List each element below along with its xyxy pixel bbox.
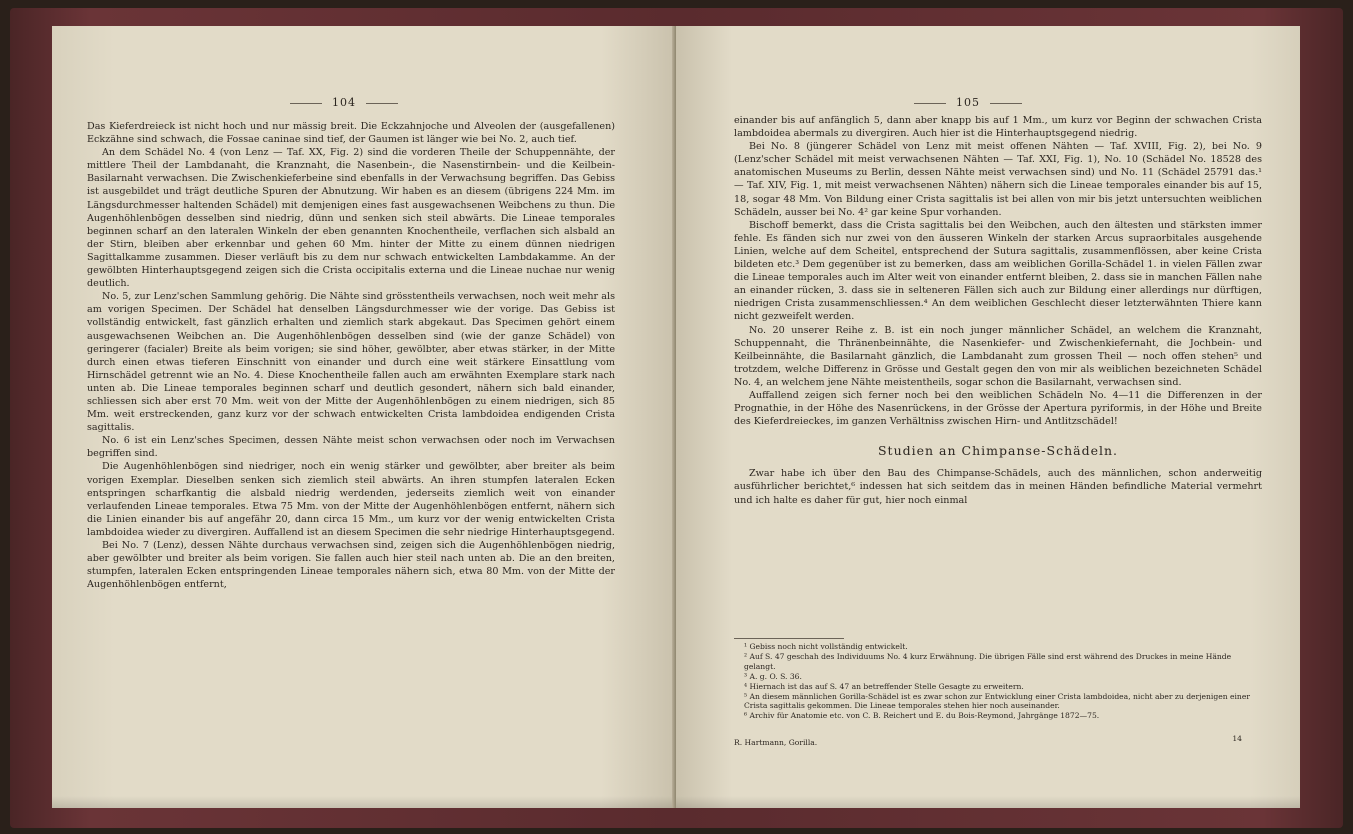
right-page <box>676 26 1300 808</box>
paragraph: Das Kieferdreieck ist nicht hoch und nur mässig breit. Die Eckzahnjoche und Alveolen der (ausgefallenen) Eckzähne sind schwach, die Fossae caninae sind tief, der Gaumen ist länger wie bei No. 2, auch tief. <box>87 121 615 146</box>
right-page-header <box>676 96 1280 109</box>
paragraph: Die Augenhöhlenbögen sind niedriger, noch ein wenig stärker und gewölbter, aber breiter als beim vorigen Exemplar. Dieselben senken sich ziemlich steil abwärts. An ihren stumpfen lateralen Ecken entspringen scharfkantig die alsbald niedrig werdenden, jederseits ziemlich weit von einander verlaufenden Lineae temporales. Etwa 75 Mm. von der Mitte der Augenhöhlenbögen entfernt, nähern sich die Linien einander bis auf angefähr 20, dann circa 15 Mm., um kurz vor der wenig entwickelten Crista lambdoidea wieder zu divergiren. Auffallend ist an diesem Specimen die sehr niedrige Hinterhauptsgegend. <box>87 461 615 538</box>
paragraph: Zwar habe ich über den Bau des Chimpanse-Schädels, auch des männlichen, schon anderweitig ausführlicher berichtet,⁶ indessen hat sich seitdem das in meinen Händen befindliche Material vermehrt und ich halte es daher für gut, hier noch einmal <box>734 468 1262 506</box>
signature: R. Hartmann, Gorilla. <box>734 738 818 747</box>
paragraph: Bischoff bemerkt, dass die Crista sagittalis bei den Weibchen, auch den ältesten und stärksten immer fehle. Es fänden sich nur zwei von den äusseren Winkeln der starken Arcus supraorbitales ausgehende Linien, welche auf dem Scheitel, entsprechend der Sutura sagittalis, zusammenflössen, aber keine Crista bildeten etc.³ Dem gegenüber ist zu bemerken, dass am weiblichen Gorilla-Schädel 1. in vielen Fällen zwar die Lineae temporales auch im Alter weit von einander entfernt bleiben, 2. dass sie in manchen Fällen nahe an einander rücken, 3. dass sie in selteneren Fällen sich auch zur Bildung einer allerdings nur dürftigen, niedrigen Crista zusammenschliessen.⁴ An dem weiblichen Geschlecht dieser letzterwähnten Thiere kann nicht gezweifelt werden. <box>734 219 1262 323</box>
section-title: Studien an Chimpanse-Schädeln. <box>877 443 1119 459</box>
paragraph: An dem Schädel No. 4 (von Lenz — Taf. XX, Fig. 2) sind die vorderen Theile der Schuppennähte, der mittlere Theil der Lambdanaht, die Kranznaht, die Nasenbein-, die Nasenstirnbein- und die Keilbein-Basilarnaht verwachsen. Die Zwischenkieferbeine sind ebenfalls in der Verwachsung begriffen. Das Gebiss ist ausgebildet und trägt deutliche Spuren der Abnutzung. Wir haben es an diesem (übrigens 224 Mm. im Längsdurchmesser haltenden Schädel) mit demjenigen eines fast ausgewachsenen Weibchens zu thun. Die Augenhöhlenbögen desselben sind niedrig, dünn und senken sich steil abwärts. Die Lineae temporales beginnen scharf an den lateralen Winkeln der eben genannten Knochentheile, verflachen sich alsbald an der Stirn, bleiben aber erkennbar und gehen 60 Mm. hinter der Mitte zu einem dünnen niedrigen Sagittalkamme zusammen. Dieser verläuft bis zu dem nur schwach entwickelten Lambdakamme. An der gewölbten Hinterhauptsgegend zeigen sich die Crista occipitalis externa und die Lineae nuchae nur wenig deutlich. <box>87 147 615 290</box>
footnote: ⁴ Hiernach ist das auf S. 47 an betreffender Stelle Gesagte zu erweitern. <box>744 681 1024 691</box>
footnote: ³ A. g. O. S. 36. <box>744 671 802 681</box>
paragraph: No. 5, zur Lenz'schen Sammlung gehörig. Die Nähte sind grösstentheils verwachsen, noch weit mehr als am vorigen Specimen. Der Schädel hat denselben Längsdurchmesser wie der vorige. Das Gebiss ist vollständig entwickelt, fast gänzlich erhalten und ziemlich stark abgekaut. Das Specimen gehört einem ausgewachsenen Weibchen an. Die Augenhöhlenbögen desselben sind (wie der ganze Schädel) von geringerer (facialer) Breite als beim vorigen; sie sind höher, gewölbter, aber etwas stärker, in der Mitte durch einen etwas tieferen Einschnitt von einander und durch eine weit stärkere Einsattlung vom Hirnschädel getrennt wie an No. 4. Diese Knochentheile fallen auch am erwähnten Exemplare stark nach unten ab. Die Lineae temporales beginnen scharf und deutlich gesondert, nähern sich bald einander, schliessen sich aber erst 70 Mm. weit von der Mitte der Augenhöhlenbögen zu einem niedrigen, sich 85 Mm. weit erstreckenden, ganz kurz vor der schwach entwickelten Crista lambdoidea endigenden Crista sagittalis. <box>87 291 615 434</box>
paragraph: No. 6 ist ein Lenz'sches Specimen, dessen Nähte meist schon verwachsen oder noch im Verwachsen begriffen sind. <box>87 435 615 460</box>
footnote: ⁶ Archiv für Anatomie etc. von C. B. Reichert und E. du Bois-Reymond, Jahrgänge 1872—75. <box>744 711 1100 721</box>
footnote: ² Auf S. 47 geschah des Individuums No. 4 kurz Erwähnung. Die übrigen Fälle sind erst während des Druckes in meine Hände gelangt. <box>744 651 1232 671</box>
page-edge-shadow <box>676 796 1300 808</box>
footnote-rule <box>734 638 844 639</box>
page-edge-shadow <box>52 796 676 808</box>
header-rule <box>990 103 1022 104</box>
paragraph: Bei No. 7 (Lenz), dessen Nähte durchaus verwachsen sind, zeigen sich die Augenhöhlenbögen niedrig, aber gewölbter und breiter als beim vorigen. Sie fallen auch hier steil nach unten ab. Die an den breiten, stumpfen, lateralen Ecken entspringenden Lineae temporales nähern sich, etwa 80 Mm. von der Mitte der Augenhöhlenbögen entfernt, <box>87 540 615 591</box>
header-rule <box>366 103 398 104</box>
header-rule <box>914 103 946 104</box>
footnote: ¹ Gebiss noch nicht vollständig entwickelt. <box>744 642 908 651</box>
paragraph: einander bis auf anfänglich 5, dann aber knapp bis auf 1 Mm., um kurz vor Beginn der schwachen Crista lambdoidea abermals zu divergiren. Auch hier ist die Hinterhauptsgegend niedrig. <box>734 115 1262 140</box>
paragraph: Auffallend zeigen sich ferner noch bei den weiblichen Schädeln No. 4—11 die Differenzen in der Prognathie, in der Höhe des Nasenrückens, in der Grösse der Apertura pyriformis, in der Höhe und Breite des Kieferdreieckes, im ganzen Verhältniss zwischen Hirn- und Antlitzschädel! <box>734 389 1262 428</box>
footnotes <box>734 638 1262 721</box>
signature-number: 14 <box>1232 734 1242 743</box>
footnote: ⁵ An diesem männlichen Gorilla-Schädel ist es zwar schon zur Entwicklung einer Crista lambdoidea, nicht aber zu derjenigen einer Crista sagittalis gekommen. Die Lineae temporales stehen hier noch auseinander. <box>744 691 1250 711</box>
paragraph: No. 20 unserer Reihe z. B. ist ein noch junger männlicher Schädel, an welchem die Kranznaht, Schuppennaht, die Thränenbeinnähte, die Nasenkiefer- und Zwischenkiefernaht, die Jochbein- und Keilbeinnähte, die Basilarnaht gänzlich, die Lambdanaht zum grossen Theil — noch offen stehen⁵ und trotzdem, welche Differenz in Grösse und Gestalt gegen den von mir als weiblichen bezeichneten Schädel No. 4, an welchem jene Nähte meistentheils, sogar schon die Basilarnaht, verwachsen sind. <box>734 324 1262 388</box>
right-page-body <box>734 114 1262 507</box>
left-page-number: 104 <box>332 96 356 109</box>
left-page-header <box>52 96 656 109</box>
right-page-number: 105 <box>956 96 980 109</box>
signature-line <box>734 734 1262 747</box>
left-page-body <box>87 120 615 591</box>
paragraph: Bei No. 8 (jüngerer Schädel von Lenz mit meist offenen Nähten — Taf. XVIII, Fig. 2), bei No. 9 (Lenz'scher Schädel mit meist verwachsenen Nähten — Taf. XXI, Fig. 1), No. 10 (Schädel No. 18528 des anatomischen Museums zu Berlin, dessen Nähte meist verwachsen sind) und No. 11 (Schädel 25791 das.¹ — Taf. XIV, Fig. 1, mit meist verwachsenen Nähten) nähern sich die Lineae temporales einander bis auf 15, 18, sogar 48 Mm. Von Bildung einer Crista sagittalis ist bei allen von mir bis jetzt untersuchten weiblichen Schädeln, ausser bei No. 4² gar keine Spur vorhanden. <box>734 141 1262 218</box>
header-rule <box>290 103 322 104</box>
left-page <box>52 26 676 808</box>
